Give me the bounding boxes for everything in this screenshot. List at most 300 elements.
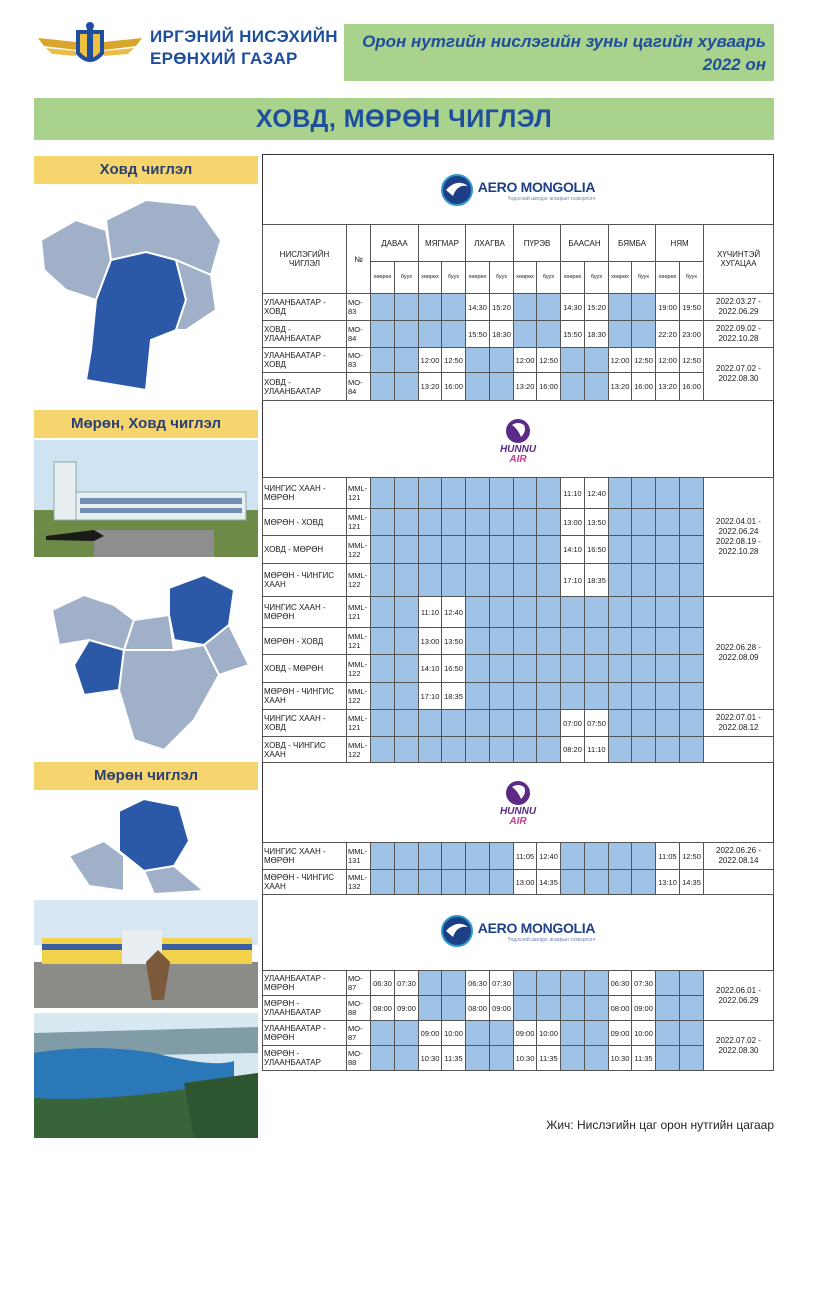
arrival-time xyxy=(585,996,609,1021)
departure-time: 12:00 xyxy=(514,348,537,373)
arrival-time: 09:00 xyxy=(490,996,514,1021)
arrival-time xyxy=(395,478,419,509)
departure-time: 13:20 xyxy=(514,373,537,401)
arrival-time: 12:50 xyxy=(442,348,466,373)
flight-row xyxy=(263,843,774,870)
arrival-time xyxy=(395,597,419,628)
arrival-time: 11:35 xyxy=(632,1046,656,1071)
departure-time xyxy=(371,564,395,597)
flight-number: MML-121 xyxy=(347,710,371,737)
arrival-time xyxy=(537,683,561,710)
arrival-time: 07:30 xyxy=(632,971,656,996)
arrival-time xyxy=(395,348,419,373)
arrival-time xyxy=(395,710,419,737)
departure-time xyxy=(514,294,537,321)
arrival-time: 18:30 xyxy=(490,321,514,348)
arrival-time: 11:35 xyxy=(537,1046,561,1071)
arrival-time xyxy=(585,373,609,401)
hunnu-air-name: HUNNU xyxy=(499,444,537,455)
departure-time xyxy=(514,971,537,996)
flight-number: MO-84 xyxy=(347,373,371,401)
arrival-time: 10:00 xyxy=(537,1021,561,1046)
arrival-time xyxy=(632,321,656,348)
validity-period xyxy=(704,294,774,321)
hunnu-air-name-air: AIR xyxy=(509,816,527,827)
departure-time xyxy=(419,321,442,348)
departure-time xyxy=(371,509,395,536)
arrival-time xyxy=(632,655,656,683)
departure-time xyxy=(514,683,537,710)
arrival-time: 16:00 xyxy=(680,373,704,401)
departure-time xyxy=(514,628,537,655)
departure-time xyxy=(609,683,632,710)
hunnu-air-logo-2 xyxy=(263,766,773,840)
page-title: ХОВД, МӨРӨН ЧИГЛЭЛ xyxy=(34,98,774,140)
departure-time xyxy=(466,597,490,628)
departure-time: 13:20 xyxy=(419,373,442,401)
departure-time xyxy=(561,597,585,628)
departure-time xyxy=(609,536,632,564)
departure-time xyxy=(609,655,632,683)
flight-row xyxy=(263,321,774,348)
departure-time: 13:20 xyxy=(609,373,632,401)
header-departure: хөөрөх xyxy=(514,262,537,294)
arrival-time: 14:35 xyxy=(537,870,561,895)
departure-time xyxy=(466,1021,490,1046)
departure-time: 14:10 xyxy=(561,536,585,564)
departure-time xyxy=(561,1046,585,1071)
flight-number: MML-122 xyxy=(347,683,371,710)
flight-row xyxy=(263,478,774,509)
departure-time xyxy=(466,628,490,655)
aero-mongolia-emblem-icon xyxy=(441,174,473,206)
flight-number: MO-83 xyxy=(347,348,371,373)
arrival-time xyxy=(680,478,704,509)
departure-time xyxy=(371,737,395,763)
schedule-header xyxy=(262,224,774,294)
flight-number: MO-83 xyxy=(347,294,371,321)
validity-range: 2022.07.02 - 2022.08.30 xyxy=(716,364,761,383)
validity-period xyxy=(704,843,774,870)
departure-time xyxy=(419,564,442,597)
departure-time xyxy=(609,321,632,348)
flight-row xyxy=(263,655,774,683)
departure-time: 10:30 xyxy=(609,1046,632,1071)
departure-time: 14:30 xyxy=(466,294,490,321)
flight-number: MML-121 xyxy=(347,597,371,628)
departure-time xyxy=(371,373,395,401)
arrival-time xyxy=(490,843,514,870)
arrival-time xyxy=(680,564,704,597)
departure-time xyxy=(371,1021,395,1046)
validity-period xyxy=(704,971,774,1021)
aero-mongolia-name: AERO MONGOLIA xyxy=(477,178,596,195)
arrival-time xyxy=(632,564,656,597)
arrival-time xyxy=(395,843,419,870)
arrival-time xyxy=(585,655,609,683)
validity-period xyxy=(704,597,774,710)
arrival-time xyxy=(680,683,704,710)
aero-mongolia-logo xyxy=(263,158,773,222)
arrival-time: 12:50 xyxy=(537,348,561,373)
section-aero-khovd xyxy=(262,293,774,401)
departure-time xyxy=(656,536,680,564)
departure-time xyxy=(609,628,632,655)
departure-time xyxy=(371,870,395,895)
arrival-time: 19:50 xyxy=(680,294,704,321)
validity-period xyxy=(704,478,774,597)
departure-time xyxy=(609,870,632,895)
departure-time xyxy=(561,628,585,655)
departure-time xyxy=(466,478,490,509)
arrival-time xyxy=(585,1046,609,1071)
departure-time: 15:50 xyxy=(466,321,490,348)
arrival-time xyxy=(632,710,656,737)
flight-number: MO-88 xyxy=(347,1046,371,1071)
arrival-time xyxy=(442,509,466,536)
flight-number: MML-122 xyxy=(347,536,371,564)
arrival-time: 13:50 xyxy=(585,509,609,536)
header-day-wed: ЛХАГВА xyxy=(466,225,514,262)
departure-time xyxy=(371,1046,395,1071)
arrival-time xyxy=(490,710,514,737)
arrival-time: 16:00 xyxy=(632,373,656,401)
departure-time xyxy=(371,683,395,710)
departure-time xyxy=(371,321,395,348)
arrival-time: 18:35 xyxy=(442,683,466,710)
departure-time xyxy=(466,683,490,710)
departure-time xyxy=(656,509,680,536)
arrival-time xyxy=(680,1021,704,1046)
departure-time xyxy=(656,996,680,1021)
departure-time xyxy=(371,843,395,870)
label-khovd-direction: Ховд чиглэл xyxy=(34,156,258,184)
flight-row xyxy=(263,348,774,373)
departure-time: 13:10 xyxy=(656,870,680,895)
arrival-time xyxy=(680,1046,704,1071)
departure-time xyxy=(609,564,632,597)
flight-number: MML-131 xyxy=(347,843,371,870)
departure-time: 15:50 xyxy=(561,321,585,348)
validity-range: 2022.07.02 - 2022.08.30 xyxy=(716,1035,761,1055)
arrival-time xyxy=(537,628,561,655)
departure-time xyxy=(419,737,442,763)
flight-row xyxy=(263,536,774,564)
departure-time xyxy=(514,321,537,348)
departure-time xyxy=(561,1021,585,1046)
departure-time: 06:30 xyxy=(466,971,490,996)
departure-time: 08:00 xyxy=(609,996,632,1021)
flight-number: MML-122 xyxy=(347,564,371,597)
departure-time xyxy=(466,655,490,683)
validity-range: 2022.03.27 - 2022.06.29 xyxy=(716,297,761,316)
aero-mongolia-slogan: Үндэсний шилдэг агаарын тээвэрлэгч xyxy=(507,936,596,943)
departure-time: 08:20 xyxy=(561,737,585,763)
flight-row xyxy=(263,870,774,895)
arrival-time xyxy=(442,737,466,763)
header-departure: хөөрөх xyxy=(371,262,395,294)
departure-time: 12:00 xyxy=(656,348,680,373)
validity-period xyxy=(704,1021,774,1071)
arrival-time xyxy=(490,348,514,373)
arrival-time: 16:00 xyxy=(537,373,561,401)
departure-time xyxy=(514,597,537,628)
departure-time xyxy=(371,536,395,564)
departure-time xyxy=(466,536,490,564)
flight-route: МӨРӨН - ЧИНГИС ХААН xyxy=(263,870,347,895)
arrival-time xyxy=(490,373,514,401)
arrival-time xyxy=(585,683,609,710)
departure-time xyxy=(371,478,395,509)
arrival-time xyxy=(490,597,514,628)
arrival-time: 18:35 xyxy=(585,564,609,597)
departure-time xyxy=(561,971,585,996)
flight-row xyxy=(263,996,774,1021)
departure-time xyxy=(466,564,490,597)
departure-time xyxy=(371,710,395,737)
header-arrival: буух xyxy=(632,262,656,294)
section-hunnu-murun-khovd xyxy=(262,477,774,763)
departure-time: 09:00 xyxy=(609,1021,632,1046)
arrival-time: 12:50 xyxy=(680,843,704,870)
departure-time xyxy=(609,737,632,763)
validity-period xyxy=(704,321,774,348)
subtitle-line2: 2022 он xyxy=(702,55,766,74)
departure-time: 13:00 xyxy=(419,628,442,655)
departure-time xyxy=(466,710,490,737)
header-departure: хөөрөх xyxy=(561,262,585,294)
validity-range: 2022.09.02 - 2022.10.28 xyxy=(716,324,761,343)
departure-time: 13:00 xyxy=(561,509,585,536)
hunnu-air-emblem-icon xyxy=(503,417,533,445)
arrival-time xyxy=(537,710,561,737)
departure-time xyxy=(419,996,442,1021)
validity-range: 2022.07.01 - 2022.08.12 xyxy=(716,713,761,732)
arrival-time xyxy=(395,1021,419,1046)
validity-period xyxy=(704,737,774,763)
departure-time: 09:00 xyxy=(419,1021,442,1046)
section-hunnu-murun xyxy=(262,842,774,895)
departure-time: 12:00 xyxy=(609,348,632,373)
arrival-time: 15:20 xyxy=(585,294,609,321)
arrival-time xyxy=(395,870,419,895)
header-arrival: буух xyxy=(395,262,419,294)
arrival-time xyxy=(442,996,466,1021)
header-arrival: буух xyxy=(680,262,704,294)
arrival-time xyxy=(537,737,561,763)
arrival-time xyxy=(490,628,514,655)
arrival-time xyxy=(585,870,609,895)
murun-region-map xyxy=(64,796,214,896)
departure-time xyxy=(561,655,585,683)
flight-number: MO-88 xyxy=(347,996,371,1021)
org-name xyxy=(150,26,340,70)
departure-time: 17:10 xyxy=(561,564,585,597)
arrival-time xyxy=(537,509,561,536)
arrival-time xyxy=(680,509,704,536)
flight-route: УЛААНБААТАР - МӨРӨН xyxy=(263,971,347,996)
arrival-time xyxy=(490,870,514,895)
header-departure: хөөрөх xyxy=(656,262,680,294)
flight-row xyxy=(263,509,774,536)
departure-time: 10:30 xyxy=(514,1046,537,1071)
departure-time xyxy=(656,1021,680,1046)
arrival-time xyxy=(585,628,609,655)
hunnu-air-logo xyxy=(263,406,773,476)
header-validity: ХҮЧИНТЭЙ ХУГАЦАА xyxy=(704,225,774,294)
arrival-time xyxy=(490,737,514,763)
arrival-time xyxy=(680,655,704,683)
departure-time xyxy=(656,710,680,737)
arrival-time xyxy=(442,564,466,597)
flight-route: УЛААНБААТАР - ХОВД xyxy=(263,348,347,373)
validity-range: 2022.08.19 - 2022.10.28 xyxy=(716,537,761,556)
flight-row xyxy=(263,737,774,763)
flight-route: ЧИНГИС ХААН - МӨРӨН xyxy=(263,597,347,628)
flight-row xyxy=(263,597,774,628)
departure-time xyxy=(419,509,442,536)
arrival-time xyxy=(395,509,419,536)
departure-time xyxy=(514,655,537,683)
murun-khovd-region-map xyxy=(44,570,254,755)
header-departure: хөөрөх xyxy=(466,262,490,294)
flight-number: MML-122 xyxy=(347,737,371,763)
departure-time xyxy=(656,737,680,763)
subtitle-line1: Орон нутгийн нислэгийн зуны цагийн хуваарь xyxy=(362,32,766,51)
departure-time xyxy=(466,509,490,536)
arrival-time xyxy=(632,870,656,895)
departure-time xyxy=(419,710,442,737)
arrival-time xyxy=(537,971,561,996)
arrival-time: 14:35 xyxy=(680,870,704,895)
arrival-time xyxy=(442,870,466,895)
arrival-time xyxy=(585,597,609,628)
flight-route: ЧИНГИС ХААН - МӨРӨН xyxy=(263,843,347,870)
validity-range: 2022.06.01 - 2022.06.29 xyxy=(716,985,761,1005)
arrival-time xyxy=(442,478,466,509)
murun-airport-photo xyxy=(34,900,258,1008)
departure-time xyxy=(656,597,680,628)
arrival-time: 13:50 xyxy=(442,628,466,655)
arrival-time xyxy=(537,996,561,1021)
arrival-time xyxy=(632,509,656,536)
departure-time xyxy=(656,1046,680,1071)
departure-time xyxy=(656,628,680,655)
arrival-time xyxy=(442,294,466,321)
arrival-time: 15:20 xyxy=(490,294,514,321)
departure-time xyxy=(561,843,585,870)
arrival-time: 12:40 xyxy=(585,478,609,509)
validity-period xyxy=(704,710,774,737)
airport-terminal-photo xyxy=(34,440,258,557)
arrival-time xyxy=(680,536,704,564)
arrival-time xyxy=(442,710,466,737)
aero-mongolia-logo-2 xyxy=(263,896,773,966)
arrival-time: 07:30 xyxy=(490,971,514,996)
header-flight-number: № xyxy=(347,225,371,294)
departure-time xyxy=(656,564,680,597)
departure-time: 11:10 xyxy=(561,478,585,509)
departure-time: 11:05 xyxy=(514,843,537,870)
civil-aviation-logo xyxy=(36,20,144,72)
departure-time: 06:30 xyxy=(609,971,632,996)
label-murun-khovd-direction: Мөрөн, Ховд чиглэл xyxy=(34,410,258,438)
departure-time xyxy=(371,597,395,628)
arrival-time xyxy=(632,628,656,655)
header-day-fri: БААСАН xyxy=(561,225,609,262)
header-arrival: буух xyxy=(537,262,561,294)
departure-time xyxy=(609,294,632,321)
departure-time xyxy=(466,737,490,763)
arrival-time xyxy=(632,478,656,509)
departure-time xyxy=(466,843,490,870)
departure-time xyxy=(466,348,490,373)
arrival-time xyxy=(442,843,466,870)
validity-period xyxy=(704,348,774,401)
khuvsgul-lake-photo xyxy=(34,1013,258,1138)
aero-mongolia-slogan: Үндэсний шилдэг агаарын тээвэрлэгч xyxy=(507,195,596,202)
arrival-time xyxy=(442,321,466,348)
flight-row xyxy=(263,1021,774,1046)
arrival-time xyxy=(490,478,514,509)
arrival-time xyxy=(680,628,704,655)
validity-range: 2022.06.26 - 2022.08.14 xyxy=(716,846,761,865)
validity-range: 2022.04.01 - 2022.06.24 xyxy=(716,517,761,536)
departure-time: 17:10 xyxy=(419,683,442,710)
flight-route: МӨРӨН - УЛААНБААТАР xyxy=(263,1046,347,1071)
departure-time xyxy=(609,597,632,628)
header-day-sat: БЯМБА xyxy=(609,225,656,262)
header-day-tue: МЯГМАР xyxy=(419,225,466,262)
arrival-time xyxy=(537,597,561,628)
flight-row xyxy=(263,373,774,401)
departure-time xyxy=(514,710,537,737)
arrival-time: 18:30 xyxy=(585,321,609,348)
departure-time xyxy=(561,348,585,373)
arrival-time xyxy=(585,1021,609,1046)
arrival-time: 23:00 xyxy=(680,321,704,348)
flight-route: МӨРӨН - ХОВД xyxy=(263,509,347,536)
arrival-time xyxy=(395,1046,419,1071)
arrival-time xyxy=(490,564,514,597)
departure-time xyxy=(609,478,632,509)
flight-route: ЧИНГИС ХААН - ХОВД xyxy=(263,710,347,737)
header-day-thu: ПҮРЭВ xyxy=(514,225,561,262)
arrival-time xyxy=(680,971,704,996)
departure-time xyxy=(371,348,395,373)
departure-time xyxy=(514,737,537,763)
departure-time xyxy=(419,294,442,321)
arrival-time xyxy=(680,597,704,628)
footnote: Жич: Нислэгийн цаг орон нутгийн цагаар xyxy=(546,1118,774,1132)
flight-route: МӨРӨН - ЧИНГИС ХААН xyxy=(263,564,347,597)
departure-time xyxy=(419,971,442,996)
departure-time xyxy=(656,655,680,683)
departure-time: 11:05 xyxy=(656,843,680,870)
arrival-time xyxy=(537,564,561,597)
departure-time: 06:30 xyxy=(371,971,395,996)
arrival-time xyxy=(680,996,704,1021)
flight-row xyxy=(263,683,774,710)
flight-row xyxy=(263,1046,774,1071)
arrival-time xyxy=(585,971,609,996)
arrival-time xyxy=(537,294,561,321)
arrival-time: 09:00 xyxy=(395,996,419,1021)
arrival-time: 11:35 xyxy=(442,1046,466,1071)
departure-time xyxy=(609,843,632,870)
khovd-region-map xyxy=(36,190,256,395)
arrival-time xyxy=(490,509,514,536)
